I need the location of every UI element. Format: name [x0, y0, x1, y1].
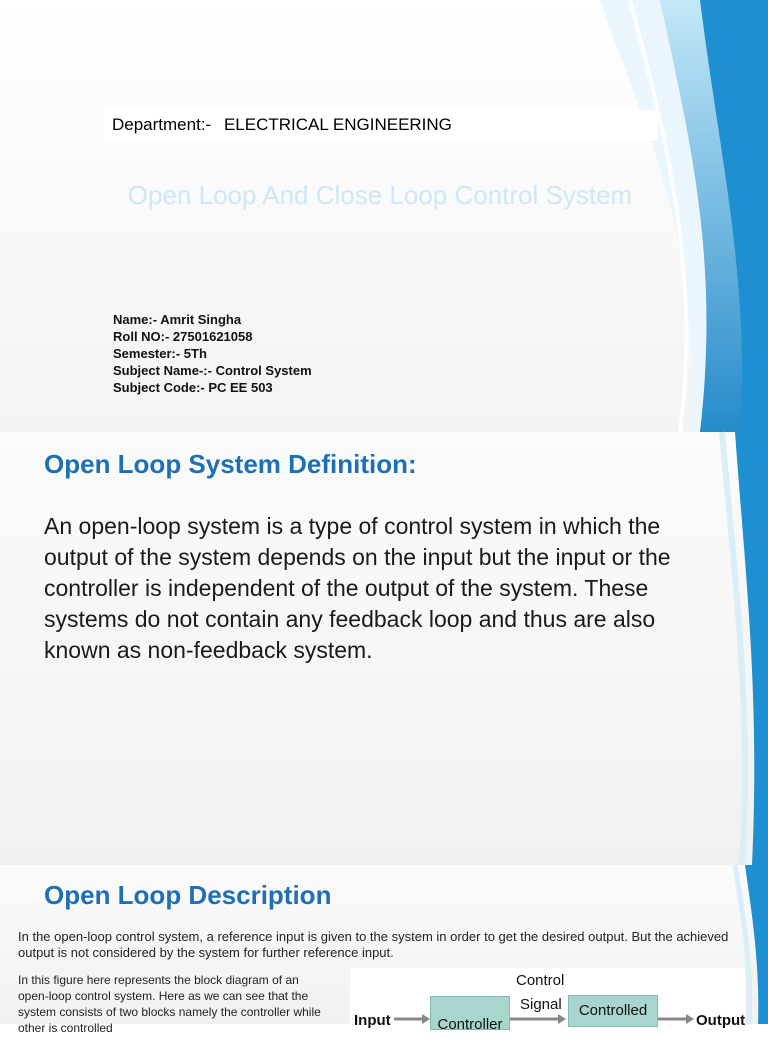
control-signal-label-2: Signal — [520, 996, 562, 1013]
controlled-label: Controlled — [578, 1002, 648, 1019]
controller-block — [430, 996, 510, 1033]
info-name: Name:- Amrit Singha — [113, 312, 242, 327]
definition-heading: Open Loop System Definition: — [44, 449, 417, 479]
input-arrow-icon — [394, 1014, 430, 1024]
definition-paragraph: An open-loop system is a type of control system in which the output of the system depends on the input but the input or the controller is independent of the output of the system. These systems do not contain any feedback loop and thus are also known as non-feedback system. — [44, 513, 671, 663]
department-line — [104, 110, 658, 140]
input-label: Input — [354, 1012, 391, 1029]
department-value: ELECTRICAL ENGINEERING — [223, 115, 452, 134]
controlled-process-block — [568, 995, 658, 1027]
info-roll: Roll NO:- 27501621058 — [113, 329, 253, 344]
student-info — [113, 311, 312, 396]
controller-label: Controller — [437, 1016, 503, 1033]
block-diagram — [350, 968, 746, 1033]
diagram-explanation: In this figure here represents the block diagram of an open-loop control system. Here as we can see that the system consists of two blocks namely the controller while other is controlled — [18, 973, 321, 1035]
department-label: Department:- — [112, 115, 212, 134]
description-paragraph: In the open-loop control system, a reference input is given to the system in order to get the desired output. But the achieved output is not considered by the system for further reference input. — [18, 929, 729, 960]
output-arrow-icon — [658, 1014, 694, 1024]
definition-slide — [0, 432, 768, 865]
title-slide — [0, 0, 768, 432]
description-slide — [0, 865, 768, 1035]
info-semester: Semester:- 5Th — [113, 346, 207, 361]
description-heading: Open Loop Description — [44, 880, 332, 910]
info-subject-code: Subject Code:- PC EE 503 — [113, 380, 273, 395]
output-label: Output — [696, 1012, 746, 1029]
signal-arrow-icon — [510, 1014, 566, 1024]
slide-title: Open Loop And Close Loop Control System — [127, 180, 633, 210]
control-signal-label-1: Control — [516, 972, 565, 989]
info-subject-name: Subject Name-:- Control System — [113, 363, 312, 378]
